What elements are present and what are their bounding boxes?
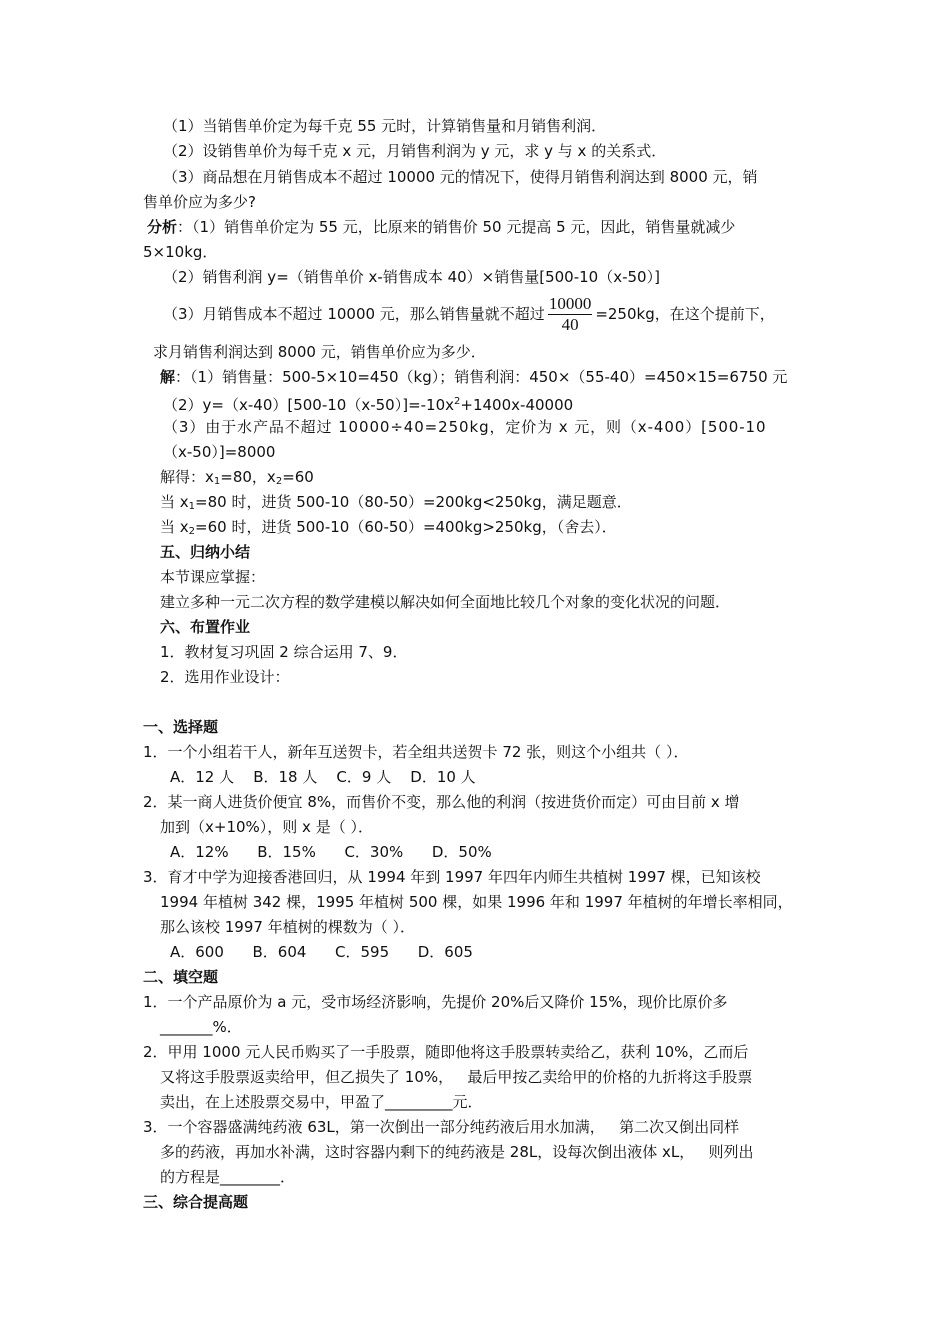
analysis-line-1 (147, 216, 735, 238)
comprehensive-heading: 三、综合提高题 (143, 1193, 249, 1211)
solution-check-2 (160, 516, 617, 543)
choice-question-3-line-3: 那么该校 1997 年植树的棵数为（ ）． (160, 918, 415, 936)
subscript: 2 (188, 526, 196, 537)
fraction-numerator: 10000 (548, 294, 592, 313)
subscript: 2 (275, 476, 283, 487)
analysis-part-3-line-2: 求月销售利润达到 8000 元，销售单价应为多少． (153, 343, 486, 361)
choice-question-3-line-2: 1994 年植树 342 棵，1995 年植树 500 棵，如果 1996 年和 1997 年植树的年增长率相同， (160, 893, 793, 911)
analysis-part-3 (163, 292, 775, 336)
analysis-part-1: （1）销售单价定为 55 元，比原来的销售价 50 元提高 5 元，因此，销售量就减少 (192, 218, 736, 236)
choice-question-1: 1．一个小组若干人，新年互送贺卡，若全组共送贺卡 72 张，则这个小组共（ ）． (143, 743, 689, 761)
solution-step-2-rest: +1400x-40000 (460, 396, 574, 414)
subscript: 1 (213, 476, 221, 487)
solution-step-3-line-1: （3）由于水产品不超过 10000÷40=250kg，定价为 x 元，则（x-400）[500-10 (163, 418, 767, 436)
homework-line-1: 1．教材复习巩固 2 综合运用 7、9． (160, 643, 408, 661)
fill-question-2-line-3: 卖出，在上述股票交易中，甲盈了_________元． (160, 1093, 483, 1111)
analysis-label: 分析 (147, 218, 178, 236)
analysis-line-2: 5×10kg． (143, 243, 218, 261)
fill-question-3-line-1: 3．一个容器盛满纯药液 63L，第一次倒出一部分纯药液后用水加满， 第二次又倒出同样 (143, 1118, 740, 1136)
solution-step-3-line-2: （x-50）]=8000 (163, 443, 276, 461)
fill-question-2-line-2: 又将这手股票返卖给甲，但乙损失了 10%， 最后甲按乙卖给甲的价格的九折将这手股票 (160, 1068, 753, 1086)
analysis-part-2: （2）销售利润 y=（销售单价 x-销售成本 40）×销售量[500-10（x-50）] (163, 268, 660, 286)
fill-question-2-line-1: 2．甲用 1000 元人民币购买了一手股票，随即他将这手股票转卖给乙，获利 10%，乙而后 (143, 1043, 749, 1061)
fraction (548, 294, 593, 335)
fill-heading: 二、填空题 (143, 968, 219, 986)
subscript: 1 (188, 501, 196, 512)
choice-question-1-options: A．12 人 B．18 人 C．9 人 D．10 人 (170, 768, 476, 786)
homework-heading: 六、布置作业 (160, 618, 251, 636)
solution-step-1: （1）销售量：500-5×10=450（kg）；销售利润：450×（55-40）=450×15=6750 元 (190, 368, 788, 386)
check-1-rest: =80 时，进货 500-10（80-50）=200kg<250kg，满足题意． (195, 493, 632, 511)
homework-line-2: 2．选用作业设计： (160, 668, 290, 686)
analysis-colon: ： (177, 218, 193, 236)
check-1-text: 当 x (160, 493, 189, 511)
check-2-text: 当 x (160, 518, 189, 536)
solution-label: 解 (160, 368, 176, 386)
roots-text-mid: =80，x (220, 468, 276, 486)
fraction-denominator: 40 (561, 315, 579, 334)
superscript: 2 (454, 396, 461, 407)
choice-question-2-line-2: 加到（x+10%），则 x 是（ ）． (160, 818, 373, 836)
solution-step-2 (163, 391, 573, 416)
roots-text-end: =60 (282, 468, 314, 486)
summary-line-2: 建立多种一元二次方程的数学建模以解决如何全面地比较几个对象的变化状况的问题． (160, 593, 731, 611)
question-2: （2）设销售单价为每千克 x 元，月销售利润为 y 元，求 y 与 x 的关系式． (163, 142, 667, 160)
solution-step-2-text: （2）y=（x-40）[500-10（x-50）]=-10x (163, 396, 455, 414)
roots-text: 解得：x (160, 468, 214, 486)
choice-heading: 一、选择题 (143, 718, 219, 736)
summary-line-1: 本节课应掌握： (160, 568, 266, 586)
fill-question-1-line-1: 1．一个产品原价为 a 元，受市场经济影响，先提价 20%后又降价 15%，现价比原价多 (143, 993, 728, 1011)
question-1: （1）当销售单价定为每千克 55 元时，计算销售量和月销售利润． (163, 117, 607, 135)
choice-question-3-line-1: 3．育才中学为迎接香港回归，从 1994 年到 1997 年四年内师生共植树 1997 棵，已知该校 (143, 868, 761, 886)
summary-heading: 五、归纳小结 (160, 543, 251, 561)
solution-line-1 (160, 366, 787, 388)
fill-question-3-line-2: 多的药液，再加水补满，这时容器内剩下的纯药液是 28L，设每次倒出液体 xL， 则列出 (160, 1143, 754, 1161)
solution-check-1 (160, 491, 632, 518)
analysis-part-3-text: （3）月销售成本不超过 10000 元，那么销售量就不超过 (163, 305, 545, 323)
question-3-line-2: 售单价应为多少? (143, 193, 256, 211)
analysis-part-3-result: =250kg，在这个提前下， (595, 305, 775, 323)
choice-question-2-line-1: 2．某一商人进货价便宜 8%，而售价不变，那么他的利润（按进货价而定）可由目前 x 增 (143, 793, 740, 811)
fill-question-3-line-3: 的方程是________． (160, 1168, 296, 1186)
question-3-line-1: （3）商品想在月销售成本不超过 10000 元的情况下，使得月销售利润达到 8000 元，销 (163, 168, 758, 186)
choice-question-3-options: A．600 B．604 C．595 D．605 (170, 943, 473, 961)
solution-roots (160, 466, 314, 493)
choice-question-2-options: A．12% B．15% C．30% D．50% (170, 843, 492, 861)
check-2-rest: =60 时，进货 500-10（60-50）=400kg>250kg，（舍去）． (195, 518, 617, 536)
fill-question-1-line-2: _______%． (160, 1018, 242, 1036)
solution-colon: ： (175, 368, 191, 386)
